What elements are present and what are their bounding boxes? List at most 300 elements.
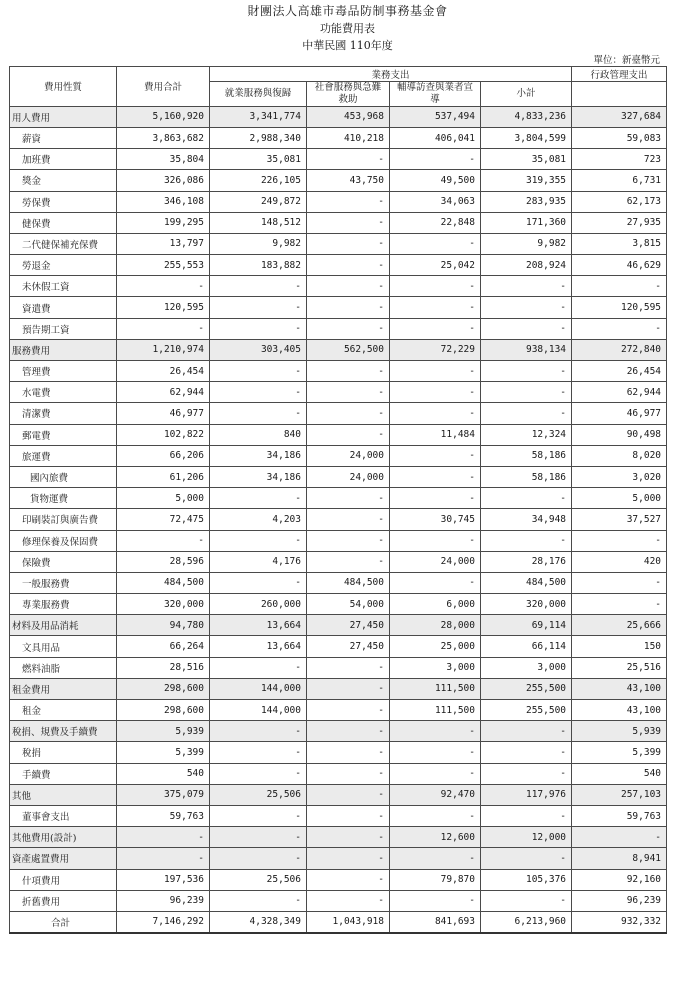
table-row — [10, 530, 667, 551]
cell-social: - — [307, 848, 390, 869]
cell-total: 59,763 — [117, 805, 210, 826]
cell-social: 484,500 — [307, 572, 390, 593]
cell-total: 96,239 — [117, 890, 210, 911]
table-row — [10, 106, 667, 127]
table-row — [10, 318, 667, 339]
cell-counseling: - — [390, 805, 481, 826]
cell-subtotal: 320,000 — [481, 594, 572, 615]
cell-subtotal: - — [481, 403, 572, 424]
row-label: 預告期工資 — [10, 318, 117, 339]
cell-admin: 43,100 — [572, 678, 667, 699]
cell-admin: - — [572, 530, 667, 551]
cell-counseling: - — [390, 445, 481, 466]
cell-total: 28,596 — [117, 551, 210, 572]
cell-subtotal: 35,081 — [481, 149, 572, 170]
cell-counseling: 28,000 — [390, 615, 481, 636]
cell-social: - — [307, 763, 390, 784]
cell-counseling: - — [390, 403, 481, 424]
cell-admin: 62,944 — [572, 382, 667, 403]
table-row — [10, 848, 667, 869]
table-row — [10, 763, 667, 784]
cell-employment: - — [210, 572, 307, 593]
row-label: 用人費用 — [10, 106, 117, 127]
table-row — [10, 742, 667, 763]
cell-total: 26,454 — [117, 361, 210, 382]
table-row — [10, 678, 667, 699]
cell-counseling: - — [390, 848, 481, 869]
cell-counseling: 11,484 — [390, 424, 481, 445]
cell-admin: 90,498 — [572, 424, 667, 445]
cell-counseling: 30,745 — [390, 509, 481, 530]
cell-counseling: 34,063 — [390, 191, 481, 212]
table-row — [10, 361, 667, 382]
table-row — [10, 403, 667, 424]
cell-admin: - — [572, 594, 667, 615]
table-row — [10, 615, 667, 636]
cell-social: - — [307, 212, 390, 233]
cell-social: - — [307, 233, 390, 254]
cell-admin: 257,103 — [572, 784, 667, 805]
table-row — [10, 890, 667, 911]
cell-subtotal: 3,804,599 — [481, 127, 572, 148]
table-row — [10, 827, 667, 848]
table-header — [10, 67, 667, 107]
row-label: 手續費 — [10, 763, 117, 784]
cell-total: 61,206 — [117, 466, 210, 487]
table-row — [10, 636, 667, 657]
cell-employment: 249,872 — [210, 191, 307, 212]
total-row — [10, 911, 667, 933]
cell-subtotal: 171,360 — [481, 212, 572, 233]
table-row — [10, 212, 667, 233]
cell-employment: - — [210, 721, 307, 742]
cell-admin: 8,020 — [572, 445, 667, 466]
cell-counseling: 12,600 — [390, 827, 481, 848]
header-expense-nature: 費用性質 — [10, 67, 117, 107]
cell-counseling: 406,041 — [390, 127, 481, 148]
row-label: 勞退金 — [10, 255, 117, 276]
cell-total: 255,553 — [117, 255, 210, 276]
cell-social: - — [307, 509, 390, 530]
row-label: 稅捐 — [10, 742, 117, 763]
cell-total: 375,079 — [117, 784, 210, 805]
cell-total: 320,000 — [117, 594, 210, 615]
row-label: 文具用品 — [10, 636, 117, 657]
cell-social: 453,968 — [307, 106, 390, 127]
cell-subtotal: 12,000 — [481, 827, 572, 848]
table-row — [10, 233, 667, 254]
cell-employment: - — [210, 382, 307, 403]
cell-social: - — [307, 276, 390, 297]
cell-admin: - — [572, 318, 667, 339]
cell-total: 28,516 — [117, 657, 210, 678]
cell-admin: 8,941 — [572, 848, 667, 869]
cell-total: 94,780 — [117, 615, 210, 636]
row-label: 折舊費用 — [10, 890, 117, 911]
cell-employment: 13,664 — [210, 615, 307, 636]
cell-total: 7,146,292 — [117, 911, 210, 933]
cell-total: 1,210,974 — [117, 339, 210, 360]
cell-subtotal: 34,948 — [481, 509, 572, 530]
header-subtotal: 小計 — [481, 82, 572, 107]
table-row — [10, 657, 667, 678]
cell-social: 562,500 — [307, 339, 390, 360]
cell-subtotal: 484,500 — [481, 572, 572, 593]
cell-employment: 303,405 — [210, 339, 307, 360]
cell-employment: 4,176 — [210, 551, 307, 572]
cell-total: 102,822 — [117, 424, 210, 445]
table-row — [10, 488, 667, 509]
cell-total: 298,600 — [117, 700, 210, 721]
cell-counseling: 111,500 — [390, 700, 481, 721]
row-label: 薪資 — [10, 127, 117, 148]
cell-total: 5,399 — [117, 742, 210, 763]
row-label: 租金費用 — [10, 678, 117, 699]
cell-admin: 540 — [572, 763, 667, 784]
cell-social: - — [307, 657, 390, 678]
cell-subtotal: - — [481, 805, 572, 826]
cell-social: 24,000 — [307, 445, 390, 466]
row-label: 保險費 — [10, 551, 117, 572]
cell-employment: - — [210, 890, 307, 911]
table-row — [10, 297, 667, 318]
cell-employment: 144,000 — [210, 678, 307, 699]
cell-admin: 96,239 — [572, 890, 667, 911]
cell-subtotal: 12,324 — [481, 424, 572, 445]
cell-social: - — [307, 382, 390, 403]
cell-employment: - — [210, 530, 307, 551]
cell-counseling: 3,000 — [390, 657, 481, 678]
cell-total: 197,536 — [117, 869, 210, 890]
table-row — [10, 594, 667, 615]
cell-admin: 25,666 — [572, 615, 667, 636]
header-counseling: 輔導訪查與業者宣導 — [390, 82, 481, 107]
table-row — [10, 784, 667, 805]
cell-total: 346,108 — [117, 191, 210, 212]
cell-social: 43,750 — [307, 170, 390, 191]
cell-subtotal: 117,976 — [481, 784, 572, 805]
cell-subtotal: - — [481, 297, 572, 318]
cell-social: - — [307, 805, 390, 826]
cell-admin: 6,731 — [572, 170, 667, 191]
cell-counseling: 79,870 — [390, 869, 481, 890]
cell-social: 24,000 — [307, 466, 390, 487]
row-label: 獎金 — [10, 170, 117, 191]
cell-employment: 25,506 — [210, 784, 307, 805]
cell-employment: - — [210, 742, 307, 763]
cell-subtotal: 319,355 — [481, 170, 572, 191]
cell-admin: 327,684 — [572, 106, 667, 127]
cell-admin: 5,000 — [572, 488, 667, 509]
cell-total: 298,600 — [117, 678, 210, 699]
cell-subtotal: - — [481, 361, 572, 382]
cell-counseling: - — [390, 149, 481, 170]
cell-social: 27,450 — [307, 615, 390, 636]
cell-counseling: 6,000 — [390, 594, 481, 615]
statement-title: 功能費用表 — [320, 22, 375, 35]
cell-admin: - — [572, 572, 667, 593]
cell-subtotal: 208,924 — [481, 255, 572, 276]
cell-employment: - — [210, 276, 307, 297]
cell-subtotal: 4,833,236 — [481, 106, 572, 127]
table-row — [10, 255, 667, 276]
row-label: 專業服務費 — [10, 594, 117, 615]
row-label: 健保費 — [10, 212, 117, 233]
cell-employment: 35,081 — [210, 149, 307, 170]
cell-social: 27,450 — [307, 636, 390, 657]
cell-employment: - — [210, 318, 307, 339]
cell-counseling: 841,693 — [390, 911, 481, 933]
cell-total: 72,475 — [117, 509, 210, 530]
cell-social: - — [307, 488, 390, 509]
cell-employment: - — [210, 848, 307, 869]
cell-counseling: 92,470 — [390, 784, 481, 805]
cell-subtotal: 66,114 — [481, 636, 572, 657]
cell-subtotal: 255,500 — [481, 678, 572, 699]
table-row — [10, 509, 667, 530]
table-row — [10, 700, 667, 721]
header-employment-service: 就業服務與復歸 — [210, 82, 307, 107]
cell-subtotal: 28,176 — [481, 551, 572, 572]
row-label: 水電費 — [10, 382, 117, 403]
cell-subtotal: - — [481, 848, 572, 869]
cell-social: - — [307, 424, 390, 445]
table-row — [10, 572, 667, 593]
cell-employment: 25,506 — [210, 869, 307, 890]
cell-total: 484,500 — [117, 572, 210, 593]
cell-social: - — [307, 721, 390, 742]
cell-admin: 5,399 — [572, 742, 667, 763]
cell-admin: - — [572, 827, 667, 848]
cell-social: 54,000 — [307, 594, 390, 615]
row-label: 勞保費 — [10, 191, 117, 212]
row-label: 管理費 — [10, 361, 117, 382]
row-label: 加班費 — [10, 149, 117, 170]
cell-counseling: 22,848 — [390, 212, 481, 233]
cell-total: 35,804 — [117, 149, 210, 170]
cell-social: - — [307, 149, 390, 170]
cell-social: - — [307, 784, 390, 805]
cell-admin: - — [572, 276, 667, 297]
cell-employment: - — [210, 403, 307, 424]
cell-total: - — [117, 318, 210, 339]
row-label: 資遣費 — [10, 297, 117, 318]
cell-employment: 3,341,774 — [210, 106, 307, 127]
cell-total: - — [117, 276, 210, 297]
cell-employment: - — [210, 488, 307, 509]
header-admin-expense: 行政管理支出 — [572, 67, 667, 82]
cell-total: 5,000 — [117, 488, 210, 509]
cell-admin: 5,939 — [572, 721, 667, 742]
cell-admin: 723 — [572, 149, 667, 170]
cell-subtotal: - — [481, 763, 572, 784]
cell-admin: 37,527 — [572, 509, 667, 530]
cell-subtotal: 69,114 — [481, 615, 572, 636]
header-social-service: 社會服務與急難救助 — [307, 82, 390, 107]
cell-counseling: - — [390, 572, 481, 593]
cell-counseling: - — [390, 361, 481, 382]
cell-counseling: - — [390, 721, 481, 742]
functional-expense-table — [9, 66, 667, 934]
cell-subtotal: 6,213,960 — [481, 911, 572, 933]
cell-total: 3,863,682 — [117, 127, 210, 148]
cell-social: 1,043,918 — [307, 911, 390, 933]
row-label: 清潔費 — [10, 403, 117, 424]
cell-counseling: 25,042 — [390, 255, 481, 276]
cell-social: - — [307, 869, 390, 890]
cell-subtotal: - — [481, 382, 572, 403]
cell-counseling: - — [390, 488, 481, 509]
cell-employment: 4,203 — [210, 509, 307, 530]
cell-total: 199,295 — [117, 212, 210, 233]
table-row — [10, 170, 667, 191]
cell-admin: 3,815 — [572, 233, 667, 254]
table-body — [10, 106, 667, 933]
org-name: 財團法人高雄市毒品防制事務基金會 — [247, 4, 448, 18]
header-admin-blank — [572, 82, 667, 107]
cell-subtotal: 283,935 — [481, 191, 572, 212]
cell-subtotal: - — [481, 318, 572, 339]
cell-admin: 150 — [572, 636, 667, 657]
row-label: 稅捐、規費及手續費 — [10, 721, 117, 742]
row-label: 貨物運費 — [10, 488, 117, 509]
cell-counseling: - — [390, 233, 481, 254]
row-label: 資產處置費用 — [10, 848, 117, 869]
cell-subtotal: - — [481, 742, 572, 763]
cell-employment: 9,982 — [210, 233, 307, 254]
table-row — [10, 339, 667, 360]
cell-counseling: - — [390, 742, 481, 763]
cell-counseling: 111,500 — [390, 678, 481, 699]
cell-admin: 92,160 — [572, 869, 667, 890]
cell-admin: 46,977 — [572, 403, 667, 424]
cell-total: - — [117, 848, 210, 869]
row-label: 二代健保補充保費 — [10, 233, 117, 254]
cell-counseling: 72,229 — [390, 339, 481, 360]
cell-total: 13,797 — [117, 233, 210, 254]
cell-counseling: - — [390, 382, 481, 403]
cell-employment: - — [210, 297, 307, 318]
row-label: 其他 — [10, 784, 117, 805]
cell-admin: 26,454 — [572, 361, 667, 382]
cell-total: - — [117, 530, 210, 551]
cell-total: 326,086 — [117, 170, 210, 191]
cell-social: - — [307, 255, 390, 276]
cell-subtotal: 255,500 — [481, 700, 572, 721]
statement-period: 中華民國 110年度 — [302, 39, 393, 52]
cell-counseling: 49,500 — [390, 170, 481, 191]
table-row — [10, 805, 667, 826]
row-label: 印刷裝訂與廣告費 — [10, 509, 117, 530]
cell-employment: 226,105 — [210, 170, 307, 191]
currency-unit: 單位：新臺幣元 — [593, 55, 660, 66]
cell-admin: 43,100 — [572, 700, 667, 721]
cell-employment: - — [210, 657, 307, 678]
row-label: 未休假工資 — [10, 276, 117, 297]
table-row — [10, 721, 667, 742]
row-label: 旅運費 — [10, 445, 117, 466]
row-label: 合計 — [10, 911, 117, 933]
cell-social: - — [307, 191, 390, 212]
cell-counseling: - — [390, 318, 481, 339]
cell-social: - — [307, 551, 390, 572]
cell-total: 66,206 — [117, 445, 210, 466]
cell-admin: 120,595 — [572, 297, 667, 318]
cell-subtotal: 938,134 — [481, 339, 572, 360]
table-row — [10, 276, 667, 297]
row-label: 修理保養及保固費 — [10, 530, 117, 551]
cell-employment: - — [210, 361, 307, 382]
cell-subtotal: - — [481, 890, 572, 911]
row-label: 材料及用品消耗 — [10, 615, 117, 636]
row-label: 其他費用(設計) — [10, 827, 117, 848]
table-row — [10, 466, 667, 487]
cell-employment: 34,186 — [210, 445, 307, 466]
row-label: 一般服務費 — [10, 572, 117, 593]
row-label: 服務費用 — [10, 339, 117, 360]
cell-total: - — [117, 827, 210, 848]
cell-admin: 420 — [572, 551, 667, 572]
row-label: 董事會支出 — [10, 805, 117, 826]
cell-social: - — [307, 742, 390, 763]
cell-admin: 62,173 — [572, 191, 667, 212]
cell-employment: - — [210, 827, 307, 848]
cell-subtotal: - — [481, 721, 572, 742]
table-row — [10, 869, 667, 890]
cell-subtotal: 58,186 — [481, 445, 572, 466]
cell-employment: 260,000 — [210, 594, 307, 615]
cell-total: 5,160,920 — [117, 106, 210, 127]
cell-social: - — [307, 890, 390, 911]
row-label: 什項費用 — [10, 869, 117, 890]
cell-total: 46,977 — [117, 403, 210, 424]
cell-counseling: - — [390, 466, 481, 487]
cell-total: 5,939 — [117, 721, 210, 742]
table-row — [10, 551, 667, 572]
cell-employment: 34,186 — [210, 466, 307, 487]
cell-employment: 13,664 — [210, 636, 307, 657]
cell-employment: 840 — [210, 424, 307, 445]
cell-employment: - — [210, 763, 307, 784]
cell-subtotal: - — [481, 530, 572, 551]
row-label: 租金 — [10, 700, 117, 721]
header-expense-total: 費用合計 — [117, 67, 210, 107]
cell-social: - — [307, 361, 390, 382]
cell-employment: 2,988,340 — [210, 127, 307, 148]
cell-admin: 59,763 — [572, 805, 667, 826]
cell-admin: 27,935 — [572, 212, 667, 233]
cell-admin: 272,840 — [572, 339, 667, 360]
cell-social: 410,218 — [307, 127, 390, 148]
cell-social: - — [307, 678, 390, 699]
cell-employment: 183,882 — [210, 255, 307, 276]
cell-social: - — [307, 700, 390, 721]
row-label: 郵電費 — [10, 424, 117, 445]
header-business-expense: 業務支出 — [210, 67, 572, 82]
cell-social: - — [307, 297, 390, 318]
cell-total: 540 — [117, 763, 210, 784]
cell-counseling: 537,494 — [390, 106, 481, 127]
cell-subtotal: 9,982 — [481, 233, 572, 254]
cell-total: 66,264 — [117, 636, 210, 657]
cell-admin: 46,629 — [572, 255, 667, 276]
cell-social: - — [307, 403, 390, 424]
cell-counseling: - — [390, 763, 481, 784]
cell-total: 120,595 — [117, 297, 210, 318]
cell-admin: 932,332 — [572, 911, 667, 933]
row-label: 燃料油脂 — [10, 657, 117, 678]
cell-subtotal: - — [481, 488, 572, 509]
